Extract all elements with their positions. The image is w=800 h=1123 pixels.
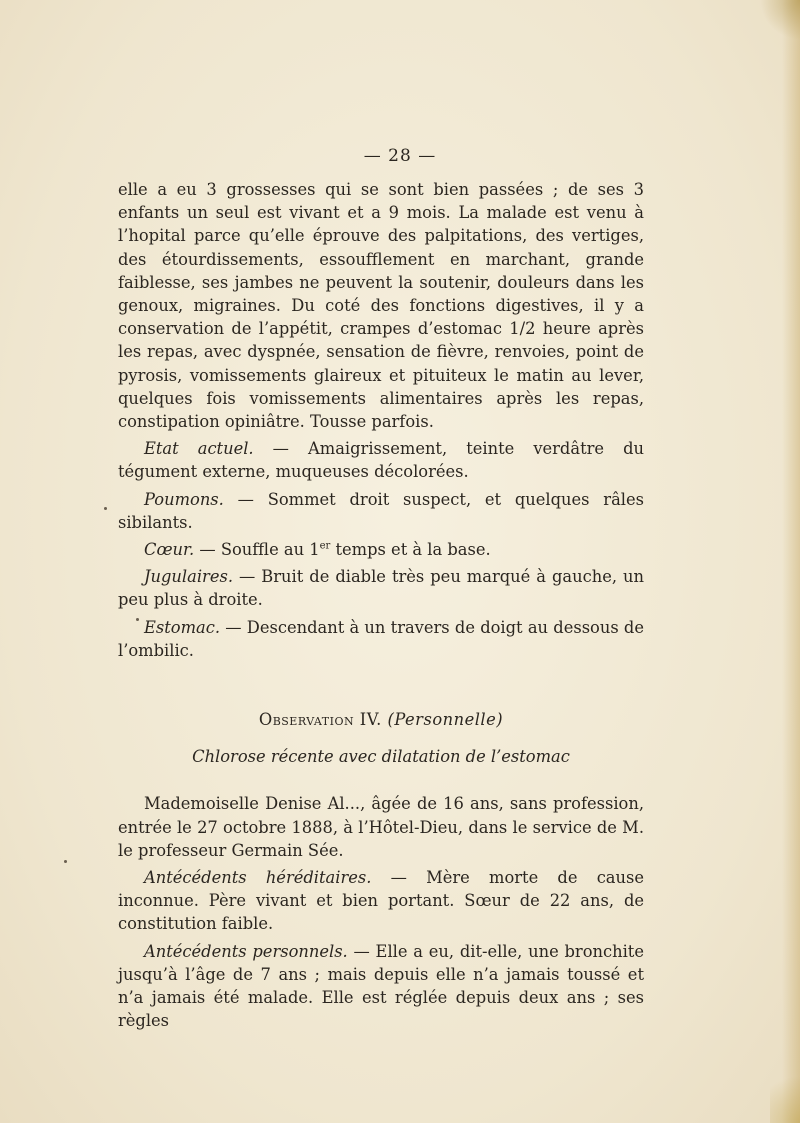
text-estomac: — Descendant à un travers de doigt au dessous de l’ombilic. [118,617,644,660]
paragraph-history: elle a eu 3 grossesses qui se sont bien passées ; de ses 3 enfants un seul est vivant et a 9 mois. La malade est venu à l’hopital parce qu’elle éprouve des palpitations, des vertiges, des étourdissements, essoufflement en marchant, grande faiblesse, ses jambes ne peuvent la soutenir, douleurs dans les genoux, migraines. Du coté des fonctions digestives, il y a conservation de l’appétit, crampes d’estomac 1/2 heure après les repas, avec dyspnée, sensation de fièvre, renvoies, point de pyrosis, vomissements glaireux et pituiteux le matin au lever, quelques fois vomissements alimentaires après les repas, constipation opiniâtre. Tousse parfois. [118,180,644,432]
paragraph-intro: Mademoiselle Denise Al..., âgée de 16 ans, sans profession, entrée le 27 octobre 1888, à l’Hôtel-Dieu, dans le service de M. le professeur Germain Sée. [118,794,644,860]
text-coeur-b: temps et à la base. [330,540,491,560]
lead-poumons: Poumons. [144,489,224,509]
paragraph-personnels [118,940,644,1033]
paper-speck [64,860,67,863]
lead-hereditaires: Antécédents héréditaires. [144,868,372,888]
paragraph-jugulaires [118,565,644,611]
lead-etat-actuel: Etat actuel. [144,439,254,459]
text-jugulaires: — Bruit de diable très peu marqué à gauche, un peu plus à droite. [118,567,644,610]
page-number: — 28 — [363,146,437,166]
text-coeur-a: — Souffle au 1 [194,540,320,560]
text-personnels: — Elle a eu, dit-elle, une bronchite jusqu’à l’âge de 7 ans ; mais depuis elle n’a jamais toussé et n’a jamais été malade. Elle est réglée depuis deux ans ; ses règles [118,941,644,1031]
paragraph-poumons [118,488,644,534]
text-etat-actuel: — Amaigrissement, teinte verdâtre du tégument externe, muqueuses décolorées. [118,439,644,482]
observation-title: Observation IV. [258,710,382,730]
text-poumons: — Sommet droit suspect, et quelques râles sibilants. [118,489,644,532]
paper-speck [104,507,107,510]
page-edge-shadow [782,0,800,1123]
paragraph-hereditaires [118,866,644,936]
paragraph-coeur [118,538,644,561]
superscript-er: er [319,540,331,552]
paragraph-etat-actuel [118,437,644,483]
observation-heading [118,708,644,731]
paragraph-estomac [118,616,644,662]
corner-stain-top [760,0,800,40]
lead-personnels: Antécédents personnels. [144,941,348,961]
body-text [118,178,644,1033]
observation-subtitle: Chlorose récente avec dilatation de l’estomac [192,747,570,767]
lead-estomac: Estomac. [144,617,221,637]
text-hereditaires: — Mère morte de cause inconnue. Père vivant et bien portant. Sœur de 22 ans, de constitution faible. [118,868,644,934]
corner-stain-bottom [770,1063,800,1123]
lead-coeur: Cœur. [144,540,195,560]
lead-jugulaires: Jugulaires. [144,567,233,587]
observation-note: (Personnelle) [381,710,504,730]
